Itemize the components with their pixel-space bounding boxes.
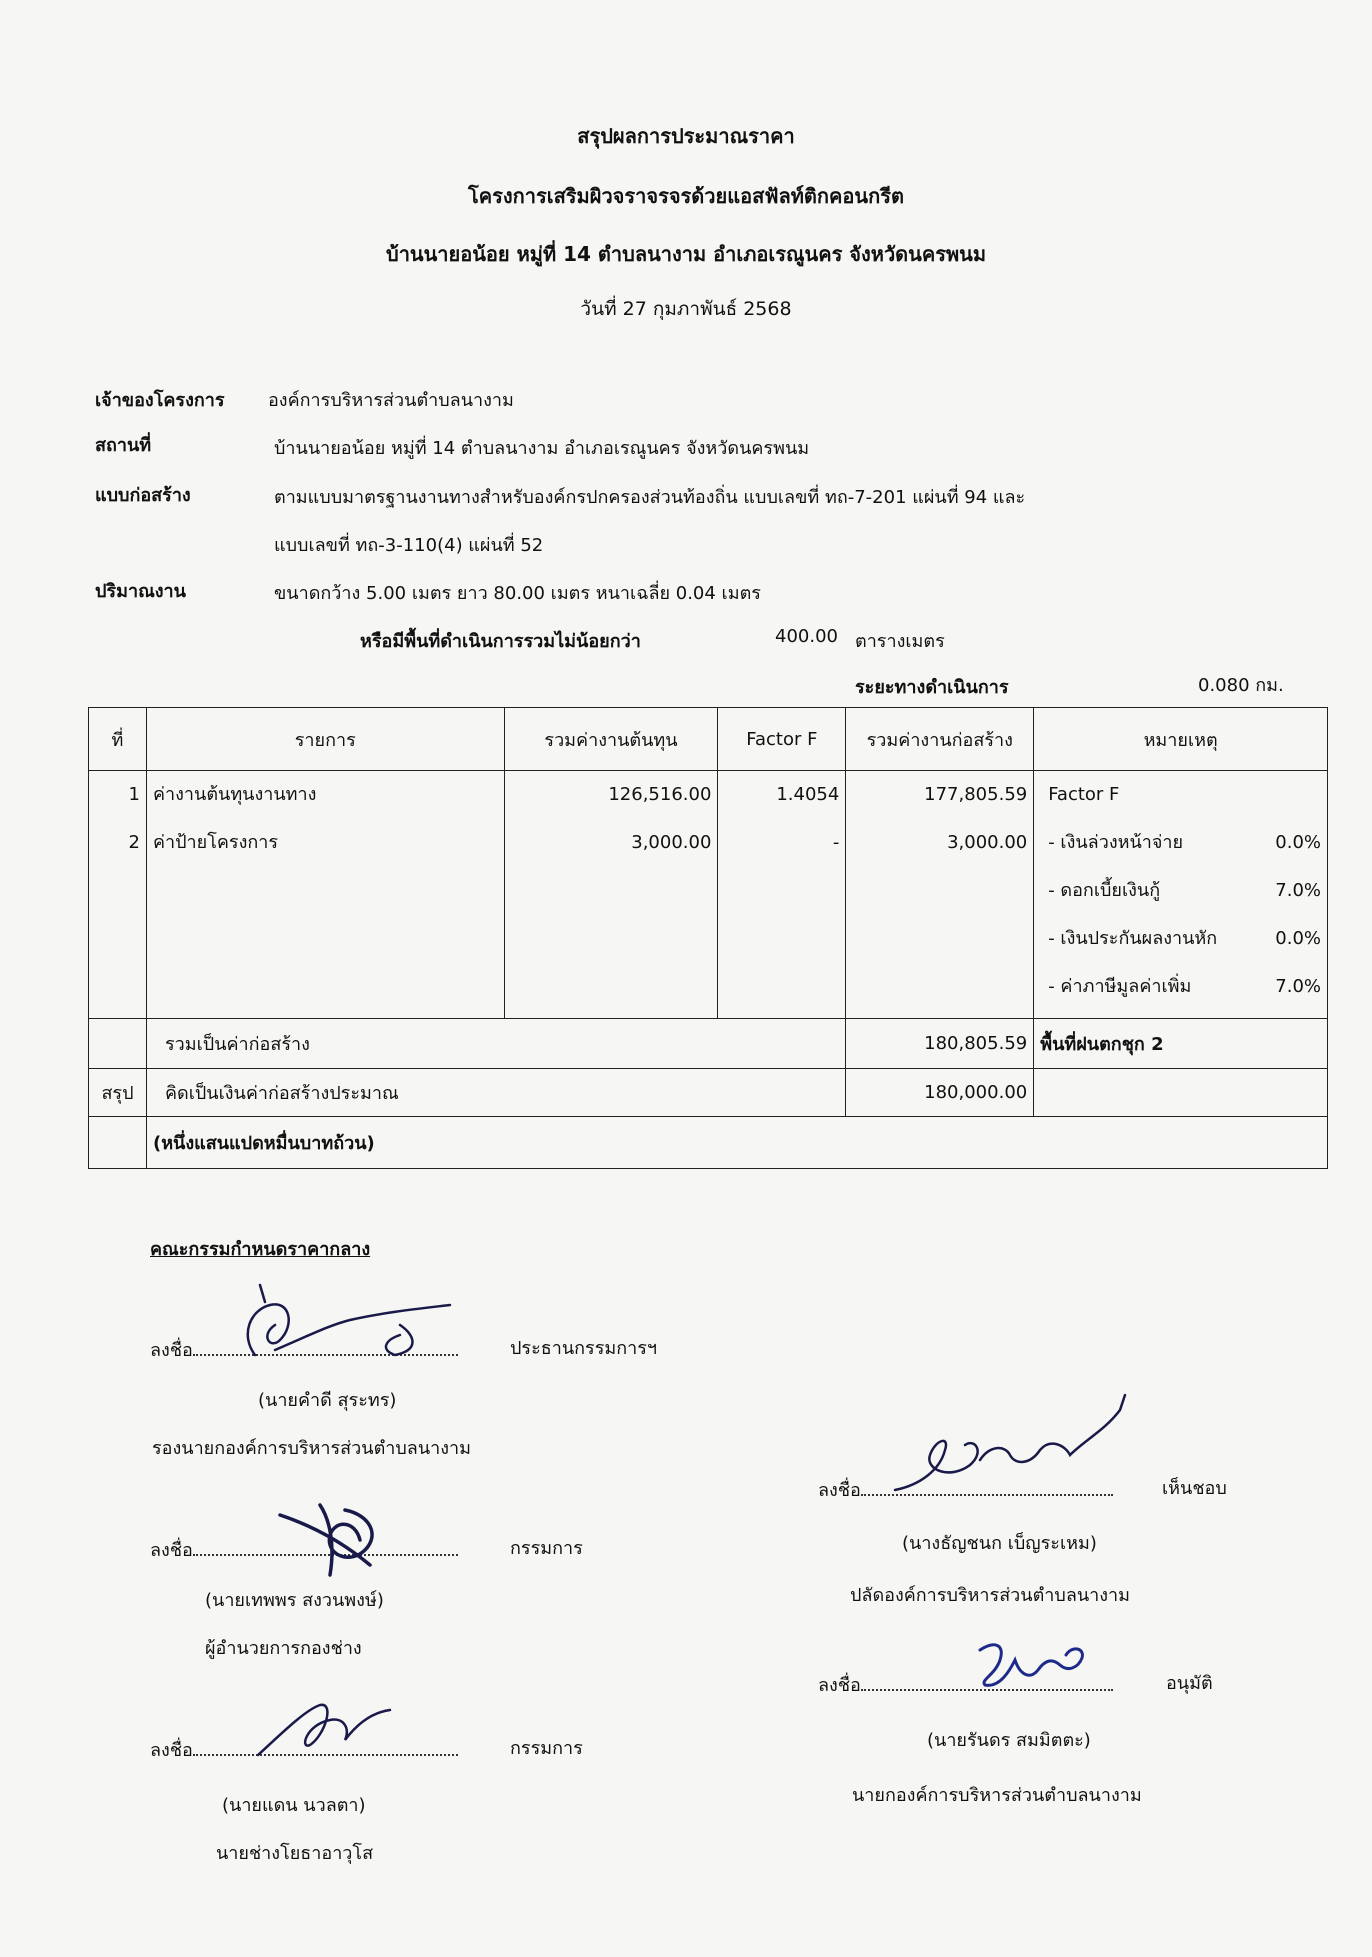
item-names-cell <box>146 771 504 1019</box>
item-factor: 1.4054 <box>776 784 840 805</box>
signer-name: (นายเทพพร สงวนพงษ์) <box>205 1590 384 1611</box>
item-costs-cell <box>504 771 718 1019</box>
item-name: ค่างานต้นทุนงานทาง <box>152 784 317 805</box>
remark-label: - เงินประกันผลงานหัก <box>1048 928 1218 949</box>
item-total: 3,000.00 <box>947 832 1028 853</box>
table-items-row <box>89 771 1328 1019</box>
remark-value: 0.0% <box>1275 928 1321 949</box>
table-header-row <box>89 708 1328 771</box>
sign-prefix: ลงชื่อ <box>818 1675 861 1696</box>
place-label: สถานที่ <box>95 435 152 456</box>
col-header-item: รายการ <box>146 708 504 771</box>
signature-mark <box>250 1690 390 1760</box>
col-header-cost: รวมค่างานต้นทุน <box>504 708 718 771</box>
summary-remark-cell <box>1034 1069 1328 1117</box>
owner-label: เจ้าของโครงการ <box>95 390 225 411</box>
remark-value: 0.0% <box>1275 832 1321 853</box>
sign-prefix: ลงชื่อ <box>150 1340 193 1361</box>
zone-note: พื้นที่ฝนตกชุก 2 <box>1034 1019 1328 1069</box>
summary-row <box>89 1069 1328 1117</box>
doc-title: สรุปผลการประมาณราคา <box>577 124 795 148</box>
approver-position: นายกองค์การบริหารส่วนตำบลนางาม <box>852 1785 1142 1806</box>
owner-value: องค์การบริหารส่วนตำบลนางาม <box>268 390 514 411</box>
signer-position: นายช่างโยธาอาวุโส <box>216 1843 374 1864</box>
approver-name: (นางธัญชนก เบ็ญระเหม) <box>902 1533 1097 1554</box>
summary-value: 180,000.00 <box>846 1069 1034 1117</box>
remark-row <box>1048 867 1321 915</box>
signature-mark <box>200 1280 450 1360</box>
sum-label: รวมเป็นค่าก่อสร้าง <box>146 1019 845 1069</box>
summary-text: คิดเป็นเงินค่าก่อสร้างประมาณ <box>146 1069 845 1117</box>
item-name: ค่าป้ายโครงการ <box>152 832 279 853</box>
area-label: หรือมีพื้นที่ดำเนินการรวมไม่น้อยกว่า <box>360 631 641 652</box>
signer-name: (นายแดน นวลตา) <box>222 1795 366 1816</box>
col-header-remarks: หมายเหตุ <box>1034 708 1328 771</box>
approver-position: ปลัดองค์การบริหารส่วนตำบลนางาม <box>850 1585 1131 1606</box>
item-total: 177,805.59 <box>924 784 1028 805</box>
quantity-value: ขนาดกว้าง 5.00 เมตร ยาว 80.00 เมตร หนาเฉลี่ย 0.04 เมตร <box>274 583 761 604</box>
remark-row <box>1048 963 1321 1011</box>
signer-role: ประธานกรรมการฯ <box>510 1338 658 1359</box>
amount-in-words: (หนึ่งแสนแปดหมื่นบาทถ้วน) <box>146 1117 1327 1169</box>
area-value: 400.00 <box>775 626 838 647</box>
sign-prefix: ลงชื่อ <box>150 1540 193 1561</box>
signer-role: กรรมการ <box>510 1538 583 1559</box>
signer-position: รองนายกองค์การบริหารส่วนตำบลนางาม <box>152 1438 471 1459</box>
remark-value: 7.0% <box>1275 976 1321 997</box>
item-no: 2 <box>128 832 140 853</box>
remark-row <box>1048 819 1321 867</box>
sum-no-cell <box>89 1019 147 1069</box>
col-header-total: รวมค่างานก่อสร้าง <box>846 708 1034 771</box>
item-factor: - <box>832 832 840 853</box>
item-factors-cell <box>718 771 846 1019</box>
signature-mark <box>880 1390 1140 1500</box>
approver-role: เห็นชอบ <box>1162 1478 1227 1499</box>
item-numbers-cell <box>89 771 147 1019</box>
item-totals-cell <box>846 771 1034 1019</box>
item-no: 1 <box>128 784 140 805</box>
distance-label: ระยะทางดำเนินการ <box>855 677 1009 698</box>
signature-mark <box>270 1490 410 1580</box>
amount-words-row <box>89 1117 1328 1169</box>
document-date: วันที่ 27 กุมภาพันธ์ 2568 <box>580 298 792 320</box>
quantity-label: ปริมาณงาน <box>95 581 186 602</box>
remarks-title: Factor F <box>1048 784 1120 805</box>
design-value-line1: ตามแบบมาตรฐานงานทางสำหรับองค์กรปกครองส่วนท้องถิ่น แบบเลขที่ ทถ-7-201 แผ่นที่ 94 และ <box>274 487 1026 508</box>
col-header-factor: Factor F <box>718 708 846 771</box>
sum-row <box>89 1019 1328 1069</box>
project-title: โครงการเสริมผิวจราจรจรด้วยแอสฟัลท์ติกคอนกรีต <box>468 184 904 208</box>
signer-position: ผู้อำนวยการกองช่าง <box>205 1638 362 1659</box>
project-location: บ้านนายอน้อย หมู่ที่ 14 ตำบลนางาม อำเภอเรณูนคร จังหวัดนครพนม <box>386 242 986 266</box>
remark-label: - ค่าภาษีมูลค่าเพิ่ม <box>1048 976 1192 997</box>
place-value: บ้านนายอน้อย หมู่ที่ 14 ตำบลนางาม อำเภอเรณูนคร จังหวัดนครพนม <box>274 438 810 459</box>
design-label: แบบก่อสร้าง <box>95 485 191 506</box>
approver-role: อนุมัติ <box>1166 1673 1213 1694</box>
committee-title: คณะกรรมกำหนดราคากลาง <box>150 1239 371 1260</box>
remark-label: - เงินล่วงหน้าจ่าย <box>1048 832 1184 853</box>
sum-value: 180,805.59 <box>846 1019 1034 1069</box>
signature-mark <box>970 1630 1090 1690</box>
sign-prefix: ลงชื่อ <box>818 1480 861 1501</box>
amount-words-no-cell <box>89 1117 147 1169</box>
remark-value: 7.0% <box>1275 880 1321 901</box>
estimate-table <box>88 707 1328 1169</box>
remarks-cell <box>1034 771 1328 1019</box>
remark-label: - ดอกเบี้ยเงินกู้ <box>1048 880 1161 901</box>
remark-row <box>1048 915 1321 963</box>
distance-value: 0.080 กม. <box>1198 675 1284 696</box>
item-cost: 3,000.00 <box>631 832 712 853</box>
signer-name: (นายคำดี สุระทร) <box>258 1390 397 1411</box>
item-cost: 126,516.00 <box>608 784 712 805</box>
summary-label: สรุป <box>89 1069 147 1117</box>
approver-name: (นายรันดร สมมิตตะ) <box>927 1730 1091 1751</box>
signer-role: กรรมการ <box>510 1738 583 1759</box>
area-unit: ตารางเมตร <box>855 631 945 652</box>
sign-prefix: ลงชื่อ <box>150 1740 193 1761</box>
design-value-line2: แบบเลขที่ ทถ-3-110(4) แผ่นที่ 52 <box>274 535 544 556</box>
col-header-no: ที่ <box>89 708 147 771</box>
